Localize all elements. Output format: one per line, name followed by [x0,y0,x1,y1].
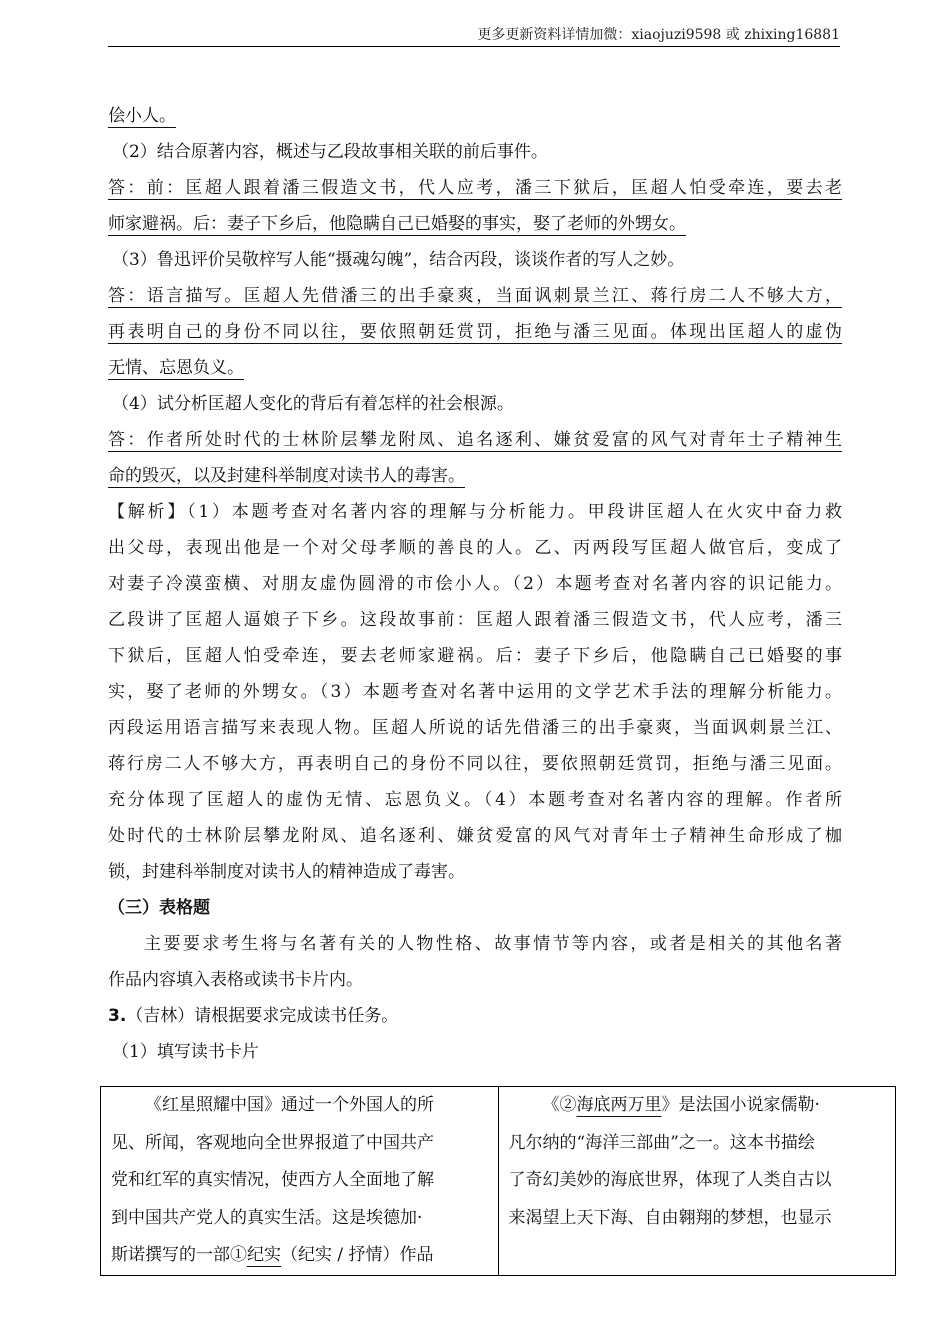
answer-4-line: 命的毁灭，以及封建科举制度对读书人的毒害。 [108,466,465,486]
sub-question-1: （1）填写读书卡片 [112,1042,259,1062]
question-3-title: 3.（吉林）请根据要求完成读书任务。 [108,1006,399,1026]
card-left-cell [101,1087,499,1276]
answer-3-line: 再表明自己的身份不同以往，要依照朝廷赏罚，拒绝与潘三见面。体现出匡超人的虚伪 [108,322,842,342]
card-right-cell [498,1087,896,1276]
question-3: （3）鲁迅评价吴敬梓写人能“摄魂勾魄”，结合丙段，谈谈作者的写人之妙。 [112,250,685,270]
card-line: 了奇幻美妙的海底世界，体现了人类自古以 [508,1170,832,1190]
answer-2-line: 答：前：匡超人跟着潘三假造文书，代人应考，潘三下狱后，匡超人怕受牵连，要去老 [108,178,842,198]
answer-3-line: 无情、忘恩负义。 [108,358,244,378]
card-line: 党和红军的真实情况，使西方人全面地了解 [111,1170,434,1190]
reading-card-table [100,1086,896,1276]
analysis-line: 乙段讲了匡超人逼娘子下乡。这段故事前：匡超人跟着潘三假造文书，代人应考，潘三 [108,610,842,630]
section-intro: 作品内容填入表格或读书卡片内。 [108,970,363,990]
card-line: 斯诺撰写的一部①纪实（纪实 / 抒情）作品 [111,1245,434,1265]
answer-3-line: 答：语言描写。匡超人先借潘三的出手豪爽，当面讽刺景兰江、蒋行房二人不够大方， [108,286,842,306]
card-line: 凡尔纳的“海洋三部曲”之一。这本书描绘 [508,1132,815,1153]
card-line: 来渴望上天下海、自由翱翔的梦想，也显示 [508,1207,832,1228]
analysis-line: 充分体现了匡超人的虚伪无情、忘恩负义。（4）本题考查对名著内容的理解。作者所 [108,790,842,810]
fill-answer-1: 纪实 [247,1245,281,1265]
analysis-line: 出父母，表现出他是一个对父母孝顺的善良的人。乙、丙两段写匡超人做官后，变成了 [108,538,842,558]
card-line: 到中国共产党人的真实生活。这是埃德加· [111,1207,423,1228]
analysis-line: 丙段运用语言描写来表现人物。匡超人所说的话先借潘三的出手豪爽，当面讽刺景兰江、 [108,718,842,738]
answer-2-line: 师家避祸。后：妻子下乡后，他隐瞒自己已婚娶的事实，娶了老师的外甥女。 [108,214,686,234]
answer-4-line: 答：作者所处时代的士林阶层攀龙附凤、追名逐利、嫌贫爱富的风气对青年士子精神生 [108,430,842,450]
card-line: 《红星照耀中国》通过一个外国人的所 [145,1095,434,1115]
analysis-line: 对妻子冷漠蛮横、对朋友虚伪圆滑的市侩小人。（2）本题考查对名著内容的识记能力。 [108,574,842,594]
question-4: （4）试分析匡超人变化的背后有着怎样的社会根源。 [112,394,514,414]
document-body [108,98,842,1070]
analysis-line: 蒋行房二人不够大方，再表明自己的身份不同以往，要依照朝廷赏罚，拒绝与潘三见面。 [108,754,842,774]
page-header: 更多更新资料详情加微：xiaojuzi9598 或 zhixing16881 [477,27,840,43]
section-title: （三）表格题 [108,898,210,918]
analysis-line: 下狱后，匡超人怕受牵连，要去老师家避祸。后：妻子下乡后，他隐瞒自己已婚娶的事 [108,646,842,666]
analysis-line: 实，娶了老师的外甥女。（3）本题考查对名著中运用的文学艺术手法的理解分析能力。 [108,682,842,702]
answer-1-tail: 侩小人。 [108,106,176,126]
question-2: （2）结合原著内容，概述与乙段故事相关联的前后事件。 [112,142,548,162]
table-row [101,1087,896,1276]
header-divider [108,46,840,47]
fill-answer-2: 海底两万里 [576,1095,662,1115]
question-number: 3. [108,1006,127,1026]
analysis-line: 处时代的士林阶层攀龙附凤、追名逐利、嫌贫爱富的风气对青年士子精神生命形成了枷 [108,826,842,846]
card-line: 《②海底两万里》是法国小说家儒勒· [542,1095,820,1115]
analysis-line: 锁，封建科举制度对读书人的精神造成了毒害。 [108,862,465,882]
analysis-line: 【解析】（1）本题考查对名著内容的理解与分析能力。甲段讲匡超人在火灾中奋力救 [108,502,842,522]
card-line: 见、所闻，客观地向全世界报道了中国共产 [111,1132,434,1153]
section-intro: 主要要求考生将与名著有关的人物性格、故事情节等内容，或者是相关的其他名著 [144,934,842,954]
card-line [509,1237,890,1275]
